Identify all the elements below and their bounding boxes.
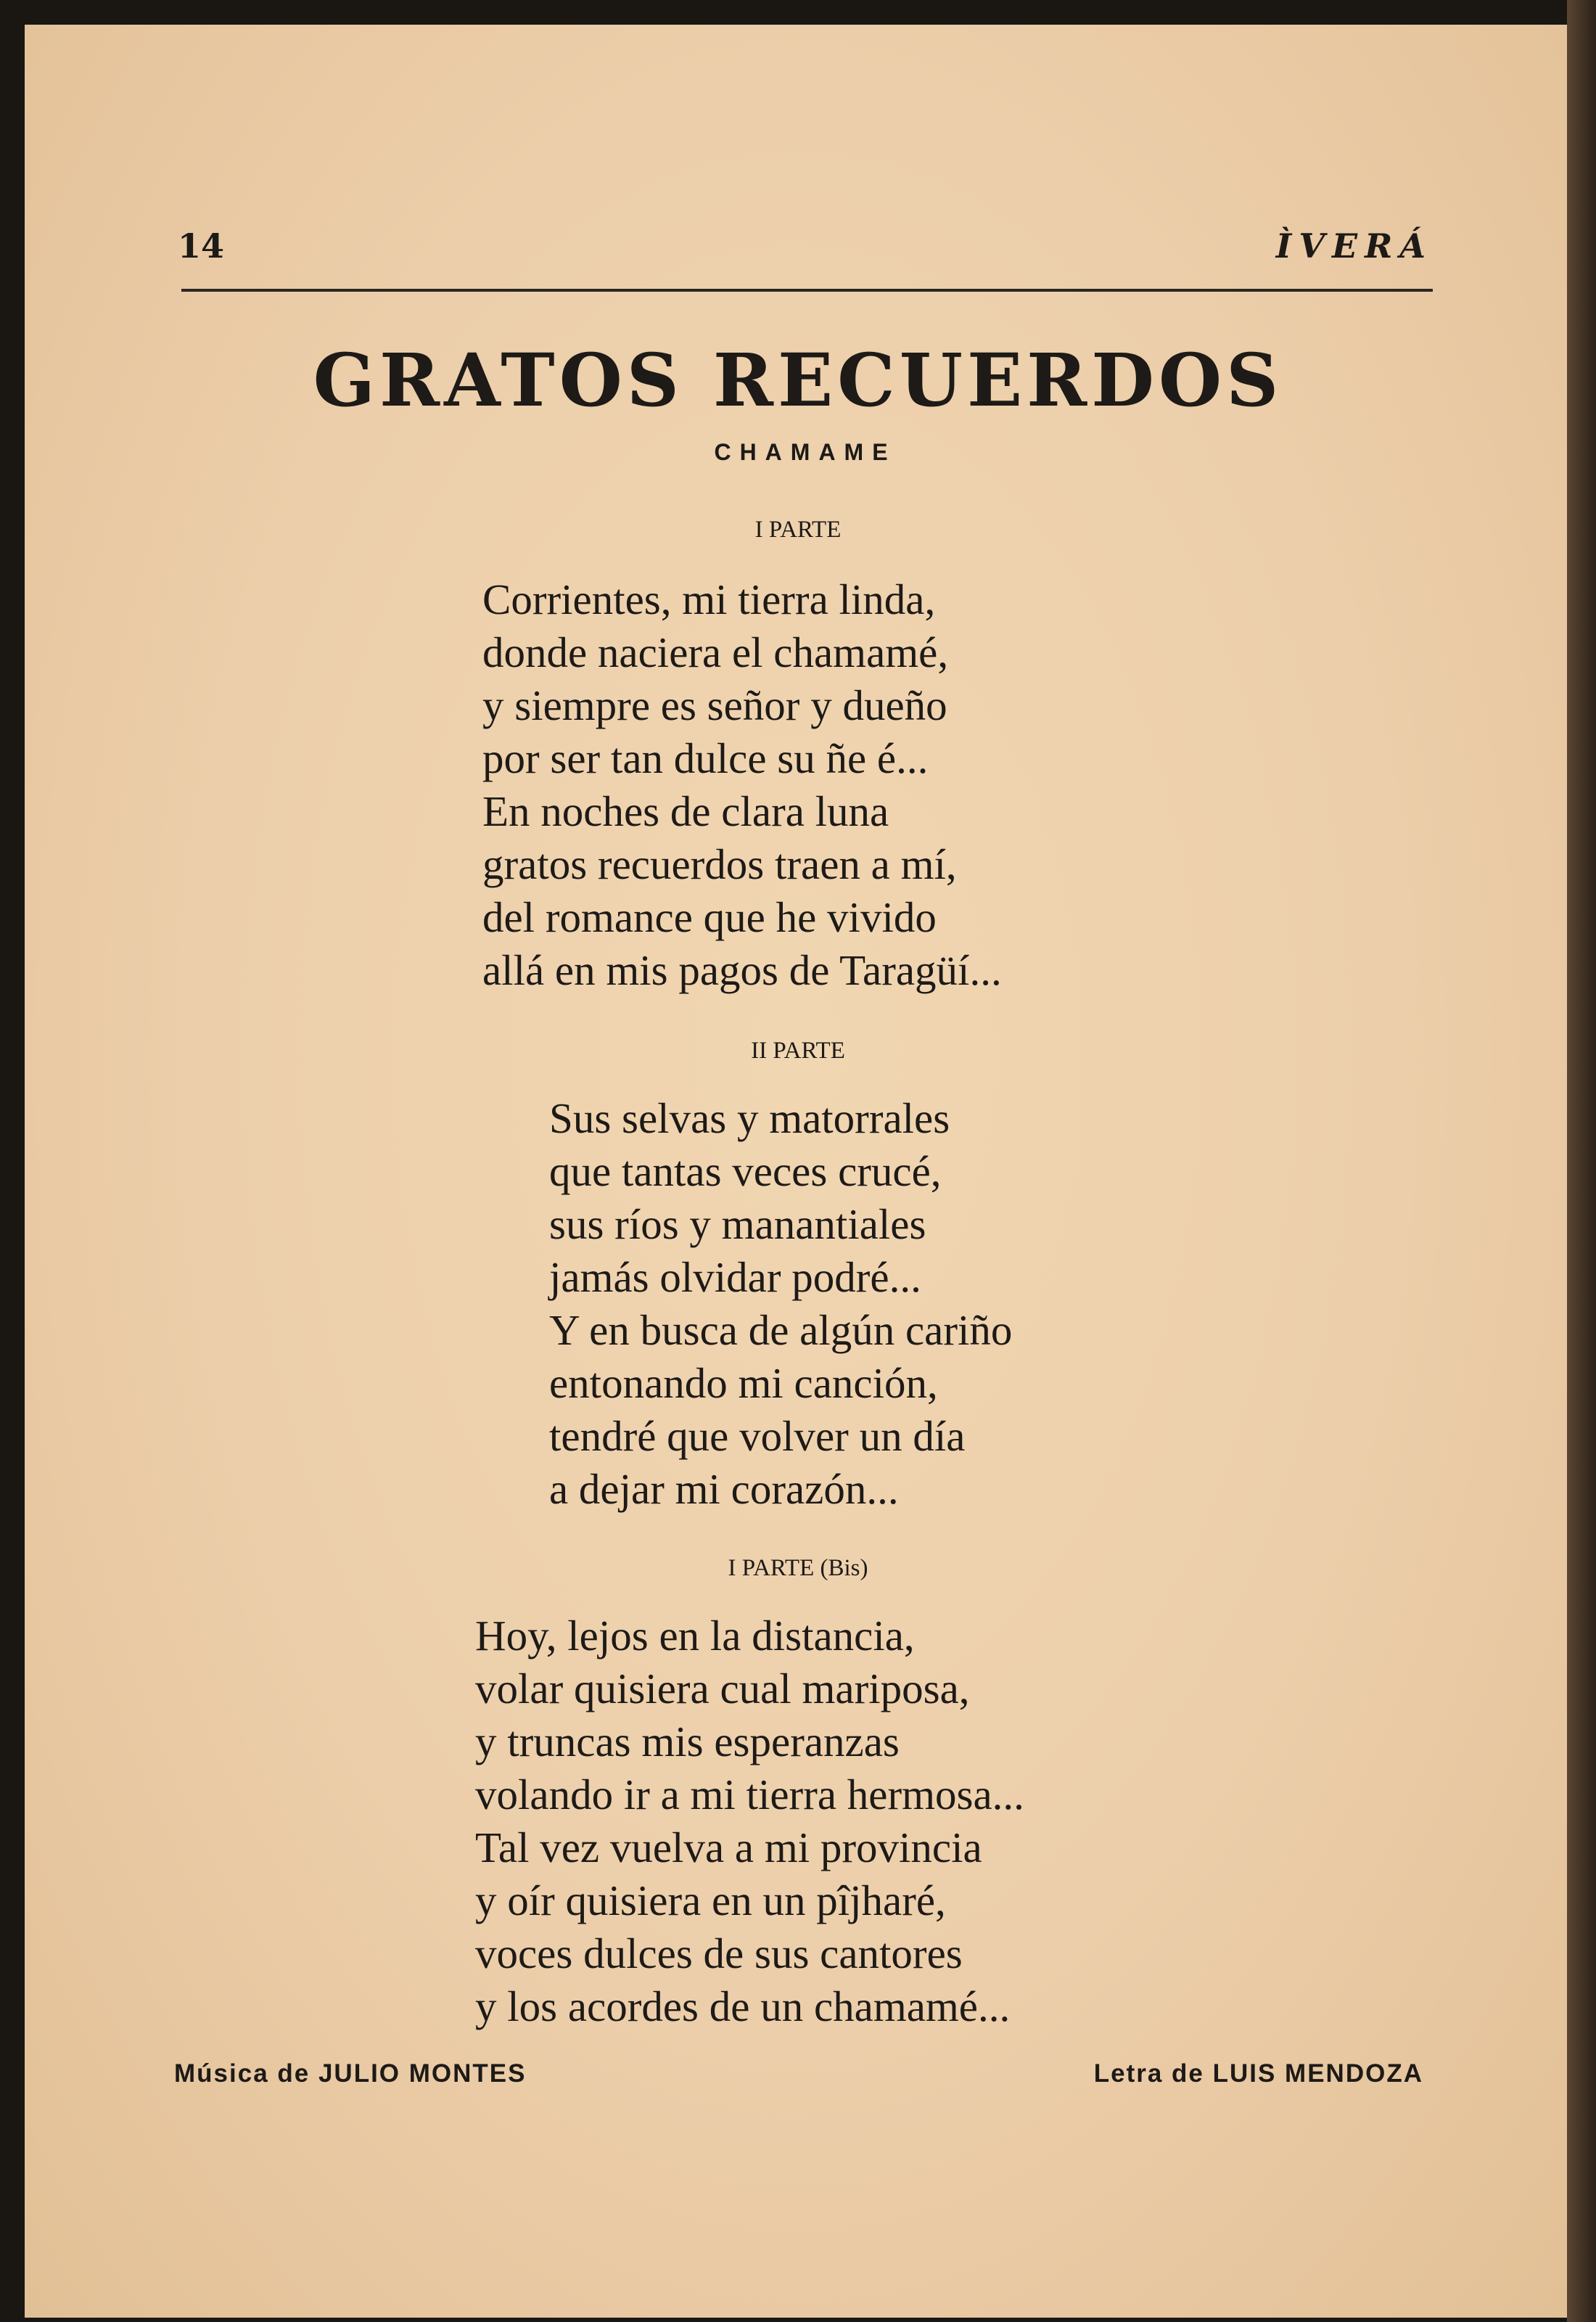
verse-line: y los acordes de un chamamé... bbox=[475, 1982, 1011, 2030]
verse-line: Sus selvas y matorrales bbox=[549, 1094, 950, 1142]
verse-line: gratos recuerdos traen a mí, bbox=[482, 840, 957, 888]
verse-line: y siempre es señor y dueño bbox=[482, 681, 947, 729]
verse-3 bbox=[475, 1609, 1024, 2033]
verse-line: Corrientes, mi tierra linda, bbox=[482, 575, 936, 623]
section-heading: I PARTE (Bis) bbox=[728, 1555, 868, 1581]
header-rule bbox=[181, 289, 1433, 292]
lyrics-credit: Letra de LUIS MENDOZA bbox=[1093, 2059, 1423, 2088]
verse-line: del romance que he vivido bbox=[482, 893, 937, 941]
song-title: GRATOS RECUERDOS bbox=[313, 337, 1283, 423]
verse-line: y truncas mis esperanzas bbox=[475, 1718, 900, 1765]
verse-2 bbox=[549, 1092, 1012, 1516]
verse-line: entonando mi canción, bbox=[549, 1359, 938, 1407]
verse-line: que tantas veces crucé, bbox=[549, 1147, 942, 1195]
verse-line: allá en mis pagos de Taragüí... bbox=[482, 946, 1002, 994]
verse-line: por ser tan dulce su ñe é... bbox=[482, 734, 929, 782]
verse-line: sus ríos y manantiales bbox=[549, 1200, 926, 1248]
verse-1 bbox=[482, 573, 1002, 997]
verse-line: a dejar mi corazón... bbox=[549, 1465, 899, 1513]
running-head: ÌVERÁ bbox=[1275, 226, 1433, 266]
section-heading: I PARTE bbox=[754, 517, 842, 543]
verse-line: volando ir a mi tierra hermosa... bbox=[475, 1771, 1024, 1818]
verse-line: jamás olvidar podré... bbox=[549, 1253, 921, 1301]
verse-line: voces dulces de sus cantores bbox=[475, 1929, 963, 1977]
page-number: 14 bbox=[178, 226, 225, 266]
verse-line: volar quisiera cual mariposa, bbox=[475, 1665, 970, 1712]
verse-line: Hoy, lejos en la distancia, bbox=[475, 1612, 915, 1660]
section-heading: II PARTE bbox=[751, 1038, 845, 1064]
verse-line: donde naciera el chamamé, bbox=[482, 628, 949, 676]
verse-line: Tal vez vuelva a mi provincia bbox=[475, 1823, 982, 1871]
verse-line: y oír quisiera en un pîjharé, bbox=[475, 1876, 946, 1924]
verse-line: En noches de clara luna bbox=[482, 787, 889, 835]
music-credit: Música de JULIO MONTES bbox=[174, 2059, 527, 2088]
verse-line: Y en busca de algún cariño bbox=[549, 1306, 1013, 1354]
verse-line: tendré que volver un día bbox=[549, 1412, 966, 1460]
song-genre: CHAMAME bbox=[714, 439, 897, 465]
